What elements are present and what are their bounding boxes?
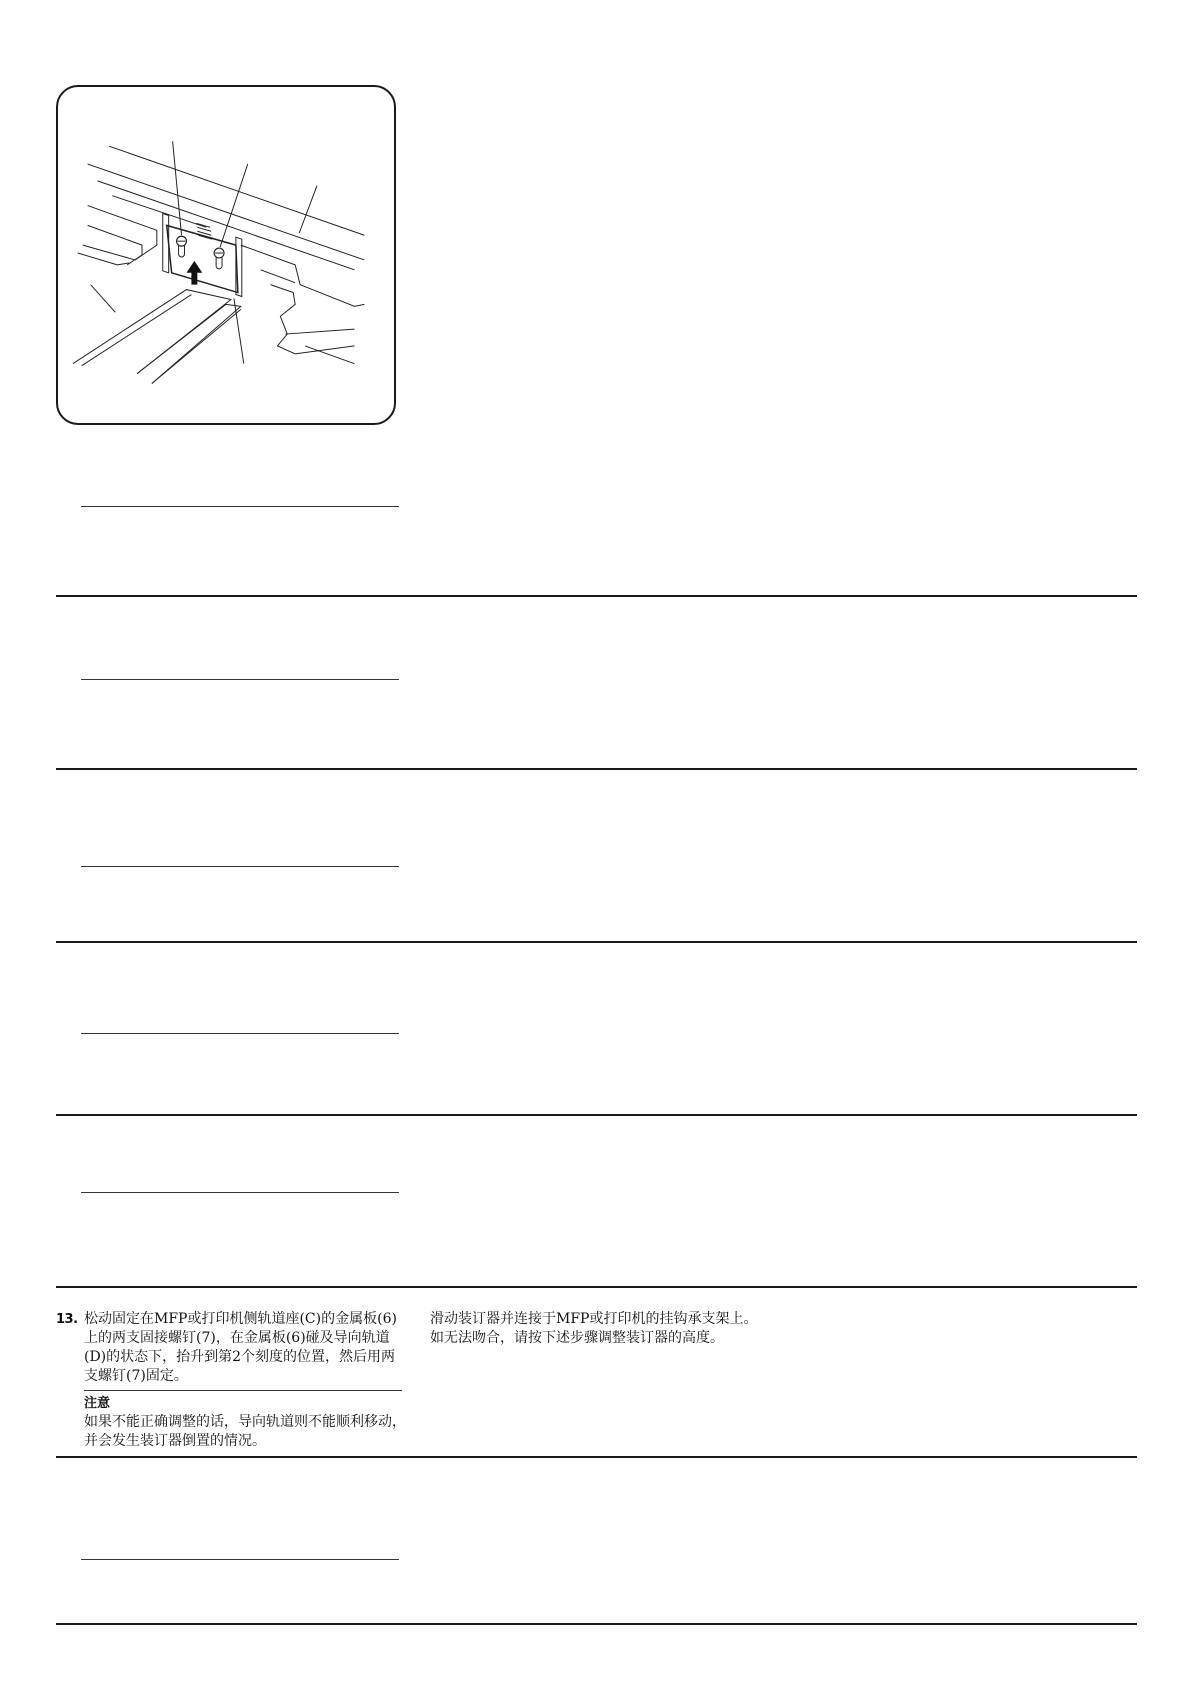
section-divider [56, 1456, 1137, 1458]
section-divider-short [81, 506, 399, 507]
section-divider-short [81, 1033, 399, 1034]
step-instruction: 松动固定在MFP或打印机侧轨道座(C)的金属板(6)上的两支固接螺钉(7)，在金属板(6)碰及导向轨道(D)的状态下，抬升到第2个刻度的位置，然后用两支螺钉(7)固定。 [84, 1311, 397, 1384]
section-divider-short [81, 679, 399, 680]
note-divider [84, 1390, 402, 1391]
right-column-instruction [430, 1310, 766, 1348]
section-divider [56, 1623, 1137, 1625]
note-body: 如果不能正确调整的话，导向轨道则不能顺利移动，并会发生装订器倒置的情况。 [84, 1414, 406, 1449]
illustration-frame [56, 85, 396, 425]
section-divider-short [81, 1559, 399, 1560]
step-number: 13. [56, 1312, 78, 1327]
section-divider [56, 595, 1137, 597]
section-divider [56, 768, 1137, 770]
right-column-line: 如无法吻合，请按下述步骤调整装订器的高度。 [430, 1330, 724, 1346]
section-divider-short [81, 1192, 399, 1193]
section-divider [56, 1114, 1137, 1116]
section-divider-short [81, 866, 399, 867]
section-divider [56, 1286, 1137, 1288]
right-column-line: 滑动装订器并连接于MFP或打印机的挂钩承支架上。 [430, 1311, 758, 1327]
section-divider [56, 941, 1137, 943]
note-heading: 注意 [84, 1396, 111, 1411]
rail-adjustment-illustration [58, 87, 394, 423]
